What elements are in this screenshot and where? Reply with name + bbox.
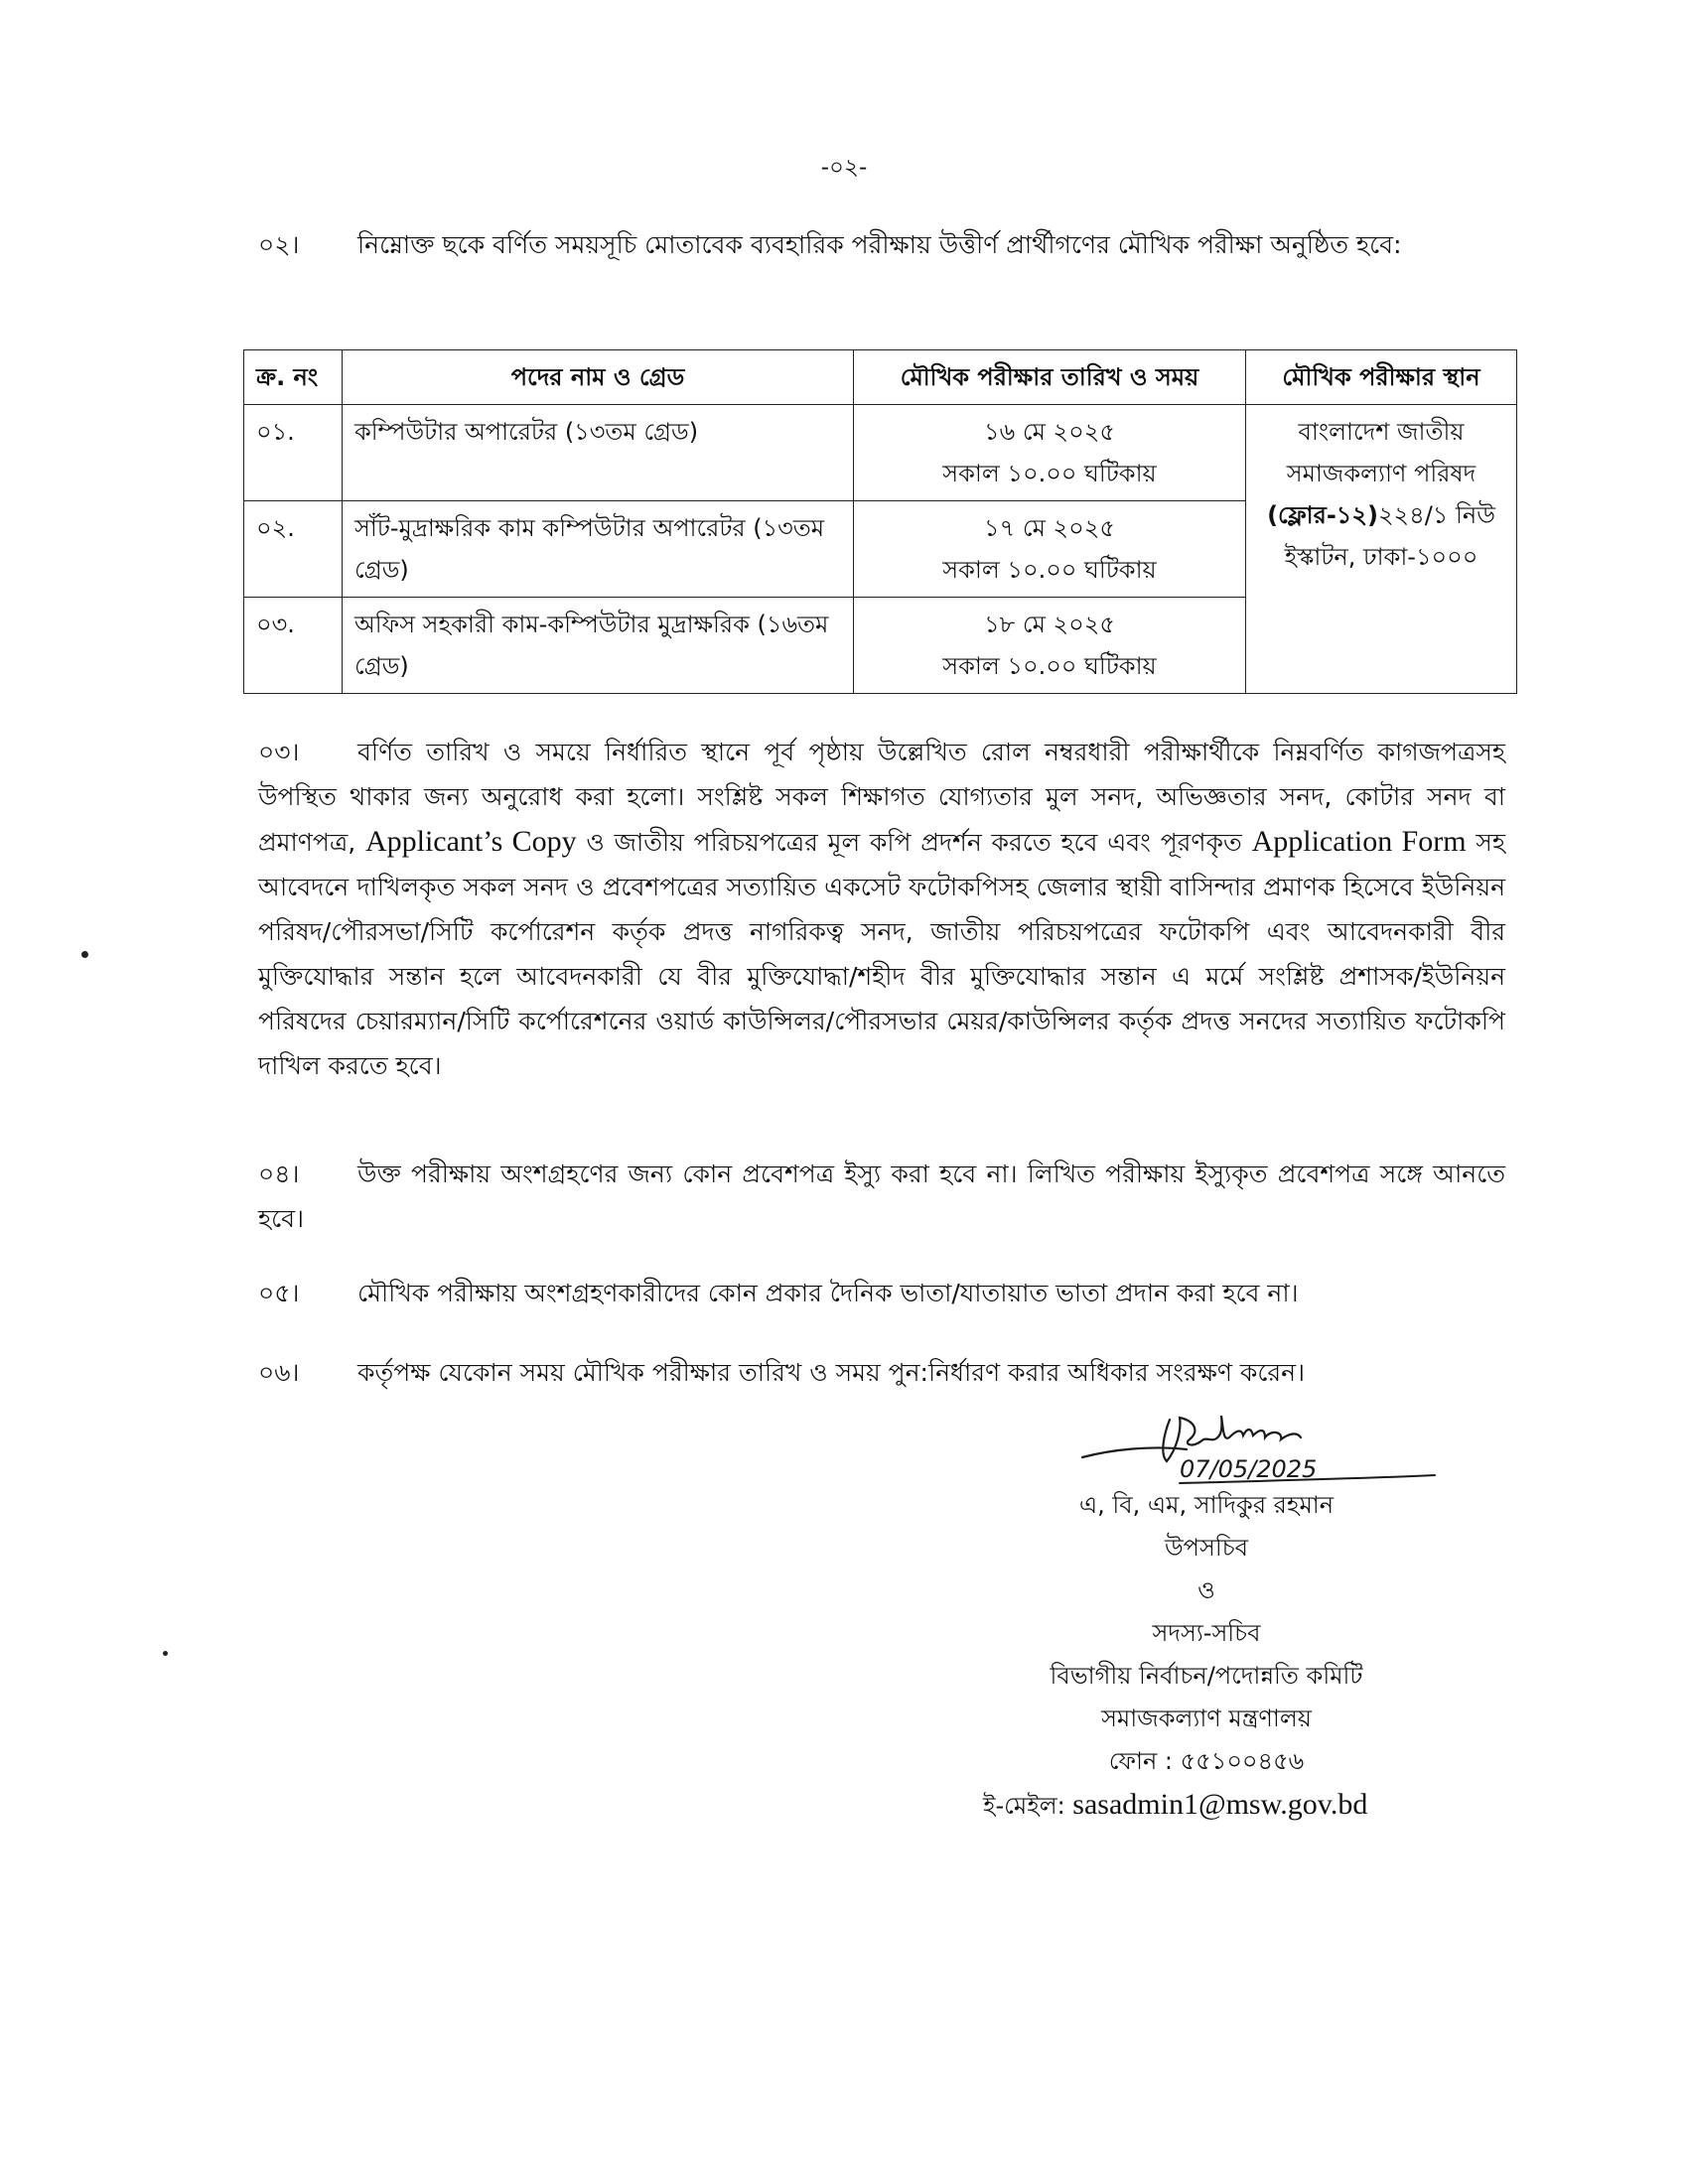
- signature-drawing: [1053, 1410, 1450, 1494]
- applicants-copy-term: Applicant’s Copy: [364, 825, 577, 858]
- section-number: ০৫।: [258, 1279, 300, 1307]
- table-header-row: [244, 350, 1517, 405]
- viva-schedule-table: [243, 349, 1517, 694]
- row-time: সকাল ১০.০০ ঘটিকায়: [942, 460, 1157, 487]
- venue-address: ২২৪/১ নিউ ইস্কাটন, ঢাকা-১০০০: [1284, 501, 1495, 571]
- section-06: [258, 1350, 1505, 1395]
- email-line: [928, 1783, 1484, 1828]
- section-text-part: সহ আবেদনে দাখিলকৃত সকল সনদ ও প্রবেশপত্রের সত্যায়িত একসেট ফটোকপিসহ জেলার স্থায়ী বাসিন্দার প্রমাণক হিসেবে ইউনিয়ন পরিষদ/পৌরসভা/সিটি কর্পোরেশন কর্তৃক প্রদত্ত নাগরিকত্ব সনদ, জাতীয় পরিচয়পত্রের ফটোকপি এবং আবেদনকারী বীর মুক্তিযোদ্ধার সন্তান হলে আবেদনকারী যে বীর মুক্তিযোদ্ধা/শহীদ বীর মুক্তিযোদ্ধার সন্তান এ মর্মে সংশ্লিষ্ট প্রশাসক/ইউনিয়ন পরিষদের চেয়ারম্যান/সিটি কর্পোরেশনের ওয়ার্ড কাউন্সিলর/পৌরসভার মেয়র/কাউন্সিলর কর্তৃক প্রদত্ত সনদের সত্যায়িত ফটোকপি দাখিল করতে হবে।: [258, 828, 1505, 1080]
- header-serial: ক্র. নং: [244, 350, 343, 405]
- header-venue: মৌখিক পরীক্ষার স্থান: [1246, 350, 1517, 405]
- row-date: ১৬ মে ২০২৫: [984, 418, 1115, 446]
- row-datetime: [854, 501, 1246, 598]
- header-datetime: মৌখিক পরীক্ষার তারিখ ও সময়: [854, 350, 1246, 405]
- section-02: [258, 222, 1505, 267]
- row-datetime: [854, 405, 1246, 501]
- email-label: ই-মেইল:: [983, 1792, 1073, 1820]
- phone-line: [928, 1740, 1484, 1783]
- row-serial: ০২.: [244, 501, 343, 598]
- venue-cell: [1246, 405, 1517, 694]
- row-date: ১৮ মে ২০২৫: [984, 611, 1115, 638]
- row-date: ১৭ মে ২০২৫: [984, 514, 1115, 542]
- scan-speck: [81, 951, 88, 958]
- section-text: উক্ত পরীক্ষায় অংশগ্রহণের জন্য কোন প্রবেশপত্র ইস্যু করা হবে না। লিখিত পরীক্ষায় ইস্যুকৃত প্রবেশপত্র সঙ্গে আনতে হবে।: [258, 1160, 1505, 1233]
- row-serial: ০১.: [244, 405, 343, 501]
- row-serial: ০৩.: [244, 598, 343, 694]
- row-post: অফিস সহকারী কাম-কম্পিউটার মুদ্রাক্ষরিক (১৬তম গ্রেড): [343, 598, 854, 694]
- signatory-role: সদস্য-সচিব: [1152, 1619, 1261, 1647]
- phone-number: ৫৫১০০৪৫৬: [1180, 1747, 1305, 1775]
- section-number: ০৪।: [258, 1160, 300, 1188]
- section-number: ০৬।: [258, 1358, 300, 1387]
- handwritten-signature: [1053, 1410, 1450, 1494]
- section-text-part: বর্ণিত তারিখ ও সময়ে নির্ধারিত স্থানে পূর্ব পৃষ্ঠায় উল্লেখিত রোল নম্বরধারী পরীক্ষার্থীকে নিম্নবর্ণিত কাগজপত্রসহ উপস্থিত থাকার জন্য অনুরোধ করা হলো। সংশ্লিষ্ট সকল শিক্ষাগত যোগ্যতার মুল সনদ, অভিজ্ঞতার সনদ, কোটার সনদ বা প্রমাণপত্র,: [258, 738, 1505, 857]
- section-number: ০৩।: [258, 738, 300, 766]
- phone-label: ফোন :: [1108, 1747, 1181, 1775]
- row-post: সাঁট-মুদ্রাক্ষরিক কাম কম্পিউটার অপারেটর (১৩তম গ্রেড): [343, 501, 854, 598]
- signatory-conjunction: ও: [1197, 1576, 1215, 1604]
- signatory-name: এ, বি, এম, সাদিকুর রহমান: [1078, 1491, 1335, 1519]
- section-04: [258, 1152, 1505, 1241]
- scan-speck: [163, 1651, 168, 1656]
- header-post: পদের নাম ও গ্রেড: [343, 350, 854, 405]
- section-text: মৌখিক পরীক্ষায় অংশগ্রহণকারীদের কোন প্রকার দৈনিক ভাতা/যাতায়াত ভাতা প্রদান করা হবে না।: [357, 1279, 1299, 1307]
- row-post: কম্পিউটার অপারেটর (১৩তম গ্রেড): [343, 405, 854, 501]
- signatory-ministry: সমাজকল্যাণ মন্ত্রণালয়: [1101, 1705, 1312, 1732]
- application-form-term: Application Form: [1251, 825, 1467, 858]
- venue-line: [1258, 494, 1504, 578]
- venue-line: বাংলাদেশ জাতীয় সমাজকল্যাণ পরিষদ: [1286, 418, 1477, 487]
- venue-floor: (ফ্লোর-১২): [1267, 501, 1378, 529]
- row-datetime: [854, 598, 1246, 694]
- signatory-committee: বিভাগীয় নির্বাচন/পদোন্নতি কমিটি: [1050, 1662, 1363, 1690]
- section-number: ০২।: [258, 230, 300, 259]
- section-text: [258, 730, 1505, 1088]
- email-address: sasadmin1@msw.gov.bd: [1072, 1788, 1368, 1821]
- section-text: কর্তৃপক্ষ যেকোন সময় মৌখিক পরীক্ষার তারিখ ও সময় পুন:নির্ধারণ করার অধিকার সংরক্ষণ করেন।: [357, 1358, 1306, 1387]
- table-row: [244, 405, 1517, 501]
- section-03: [258, 730, 1505, 1088]
- row-time: সকাল ১০.০০ ঘটিকায়: [942, 652, 1157, 680]
- signature-date: 07/05/2025: [1180, 1455, 1318, 1483]
- section-text: নিম্নোক্ত ছকে বর্ণিত সময়সূচি মোতাবেক ব্যবহারিক পরীক্ষায় উত্তীর্ণ প্রার্থীগণের মৌখিক পরীক্ষা অনুষ্ঠিত হবে:: [357, 230, 1402, 259]
- section-text-part: ও জাতীয় পরিচয়পত্রের মূল কপি প্রদর্শন করতে হবে এবং পূরণকৃত: [576, 828, 1252, 857]
- signatory-designation: উপসচিব: [1164, 1534, 1249, 1562]
- section-05: [258, 1271, 1505, 1315]
- page-number: -০২-: [820, 155, 868, 181]
- row-time: সকাল ১০.০০ ঘটিকায়: [942, 556, 1157, 584]
- signature-block: [928, 1484, 1484, 1828]
